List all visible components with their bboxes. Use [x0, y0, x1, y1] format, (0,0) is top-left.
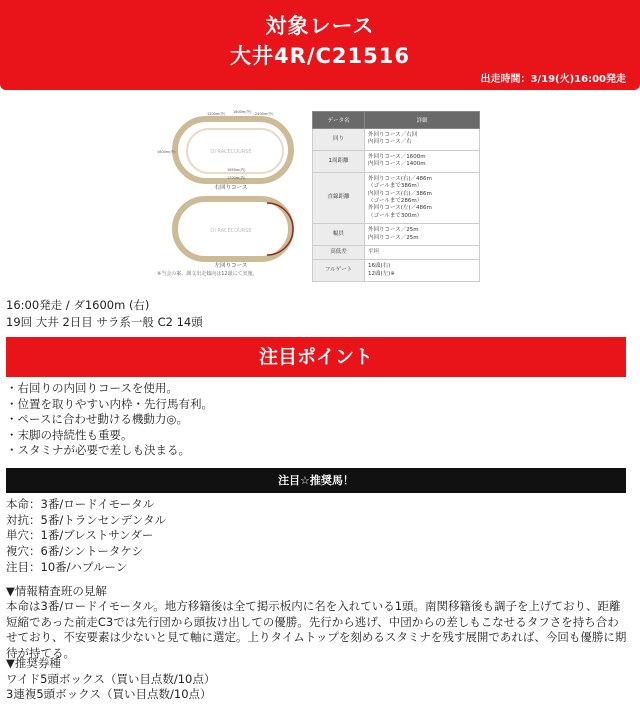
- table-row: [313, 150, 480, 172]
- row-key: 幅員: [313, 224, 365, 246]
- analysis-body: 本命は3番/ロードイモータル。地方移籍後は全て掲示板内に名を入れている1頭。南関移籍後も調子を上げており、距離短縮であった前走C3では先行団から頭抜け出しての優勝。先行から逃げ、中団からの差しもこなせるタフさを持ち合わせており、不安要素は少ないと見て軸に選定。上りタイムトップを刻めるスタミナを残す展開であれば、今回も優勝に期待が持てる。: [6, 599, 627, 661]
- attention-banner: 注目ポイント: [6, 337, 626, 377]
- course-watermark: OI RACECOURSE: [210, 149, 252, 155]
- outer-course-label: 右回りコース: [214, 185, 248, 191]
- row-key: 1周距離: [313, 150, 365, 172]
- distance-1700: 1700m(内): [227, 176, 246, 180]
- course-watermark-left: OI RACECOURSE: [210, 228, 252, 234]
- pick-chuumoku: 注目：10番/ハプルーン: [6, 559, 128, 574]
- table-row: [313, 246, 480, 260]
- race-name: 大井4R/C21516: [230, 44, 410, 68]
- bets-heading: ▼推奨券種: [6, 656, 61, 670]
- row-key: 直線距離: [313, 172, 365, 224]
- row-value: 16頭(右) 12頭(左)※: [365, 260, 480, 282]
- row-value: 外回りコース(右)／486m （ゴールまで386m） 内回りコース(右)／386m （ゴールまで286m） 外回りコース(左)／486m （ゴールまで300m）: [365, 172, 480, 224]
- list-item: ・ペースに合わせ動ける機動力◎。: [6, 412, 188, 426]
- course-info-table: [312, 111, 480, 282]
- distance-1800: 1800m(外): [233, 110, 252, 114]
- row-value: 外回りコース／1600m 内回りコース／1400m: [365, 150, 480, 172]
- row-value: 平坦: [365, 246, 480, 260]
- table-row: [313, 129, 480, 151]
- course-note: ※当会の案、調文出走傾向は12頭にて実施。: [157, 271, 258, 277]
- bet-item: 3連複5頭ボックス（買い目点数/10点）: [6, 687, 212, 702]
- list-item: ・スタミナが必要で差しも決まる。: [6, 443, 190, 457]
- pick-fukuana: 複穴：6番/シントータケシ: [6, 544, 144, 559]
- recommended-horses: [6, 497, 166, 576]
- distance-1200: 1200m(外): [207, 112, 226, 116]
- race-header: [0, 0, 640, 90]
- table-header-value: 詳細: [365, 112, 480, 129]
- table-header-key: データ名: [313, 112, 365, 129]
- row-value: 外回りコース／右回 内回りコース／右: [365, 129, 480, 151]
- list-item: ・末脚の持続性も重要。: [6, 427, 133, 442]
- table-row: [313, 224, 480, 246]
- list-item: ・位置を取りやすい内枠・先行馬有利。: [6, 396, 213, 411]
- recommend-bar: 注目☆推奨馬！: [6, 468, 626, 493]
- row-key: 回り: [313, 129, 365, 151]
- bet-item: ワイド5頭ボックス（買い目点数/10点）: [6, 671, 216, 686]
- pick-honmei: 本命：3番/ロードイモータル: [6, 497, 155, 511]
- pick-tanana: 単穴：1番/ブレストサンダー: [6, 528, 154, 543]
- race-class-info: 19回 大井 2日目 サラ系一般 C2 14頭: [6, 315, 203, 329]
- inner-course-label: 左回りコース: [214, 263, 248, 269]
- row-key: 高低差: [313, 246, 365, 260]
- header-title: 対象レース: [265, 14, 375, 38]
- table-row: [313, 172, 480, 224]
- table-row: [313, 260, 480, 282]
- list-item: ・右回りの内回りコースを使用。: [6, 381, 178, 395]
- attention-points: [6, 381, 213, 459]
- distance-1600: 1600m(外): [157, 150, 176, 154]
- distance-1650: 1650m(内): [227, 168, 246, 172]
- pick-taikou: 対抗：5番/トランセンデンタル: [6, 512, 166, 527]
- analysis-heading: ▼情報精査班の見解: [6, 584, 107, 598]
- distance-2400: 2400m(外): [255, 112, 274, 116]
- race-start-distance: 16:00発走 / ダ1600m (右): [6, 298, 150, 312]
- start-time: 出走時間：3/19(火)16:00発走: [480, 74, 626, 85]
- course-diagram: [155, 105, 295, 285]
- row-value: 外回りコース／25m 内回りコース／25m: [365, 224, 480, 246]
- recommended-bets: [6, 656, 215, 703]
- row-key: フルゲート: [313, 260, 365, 282]
